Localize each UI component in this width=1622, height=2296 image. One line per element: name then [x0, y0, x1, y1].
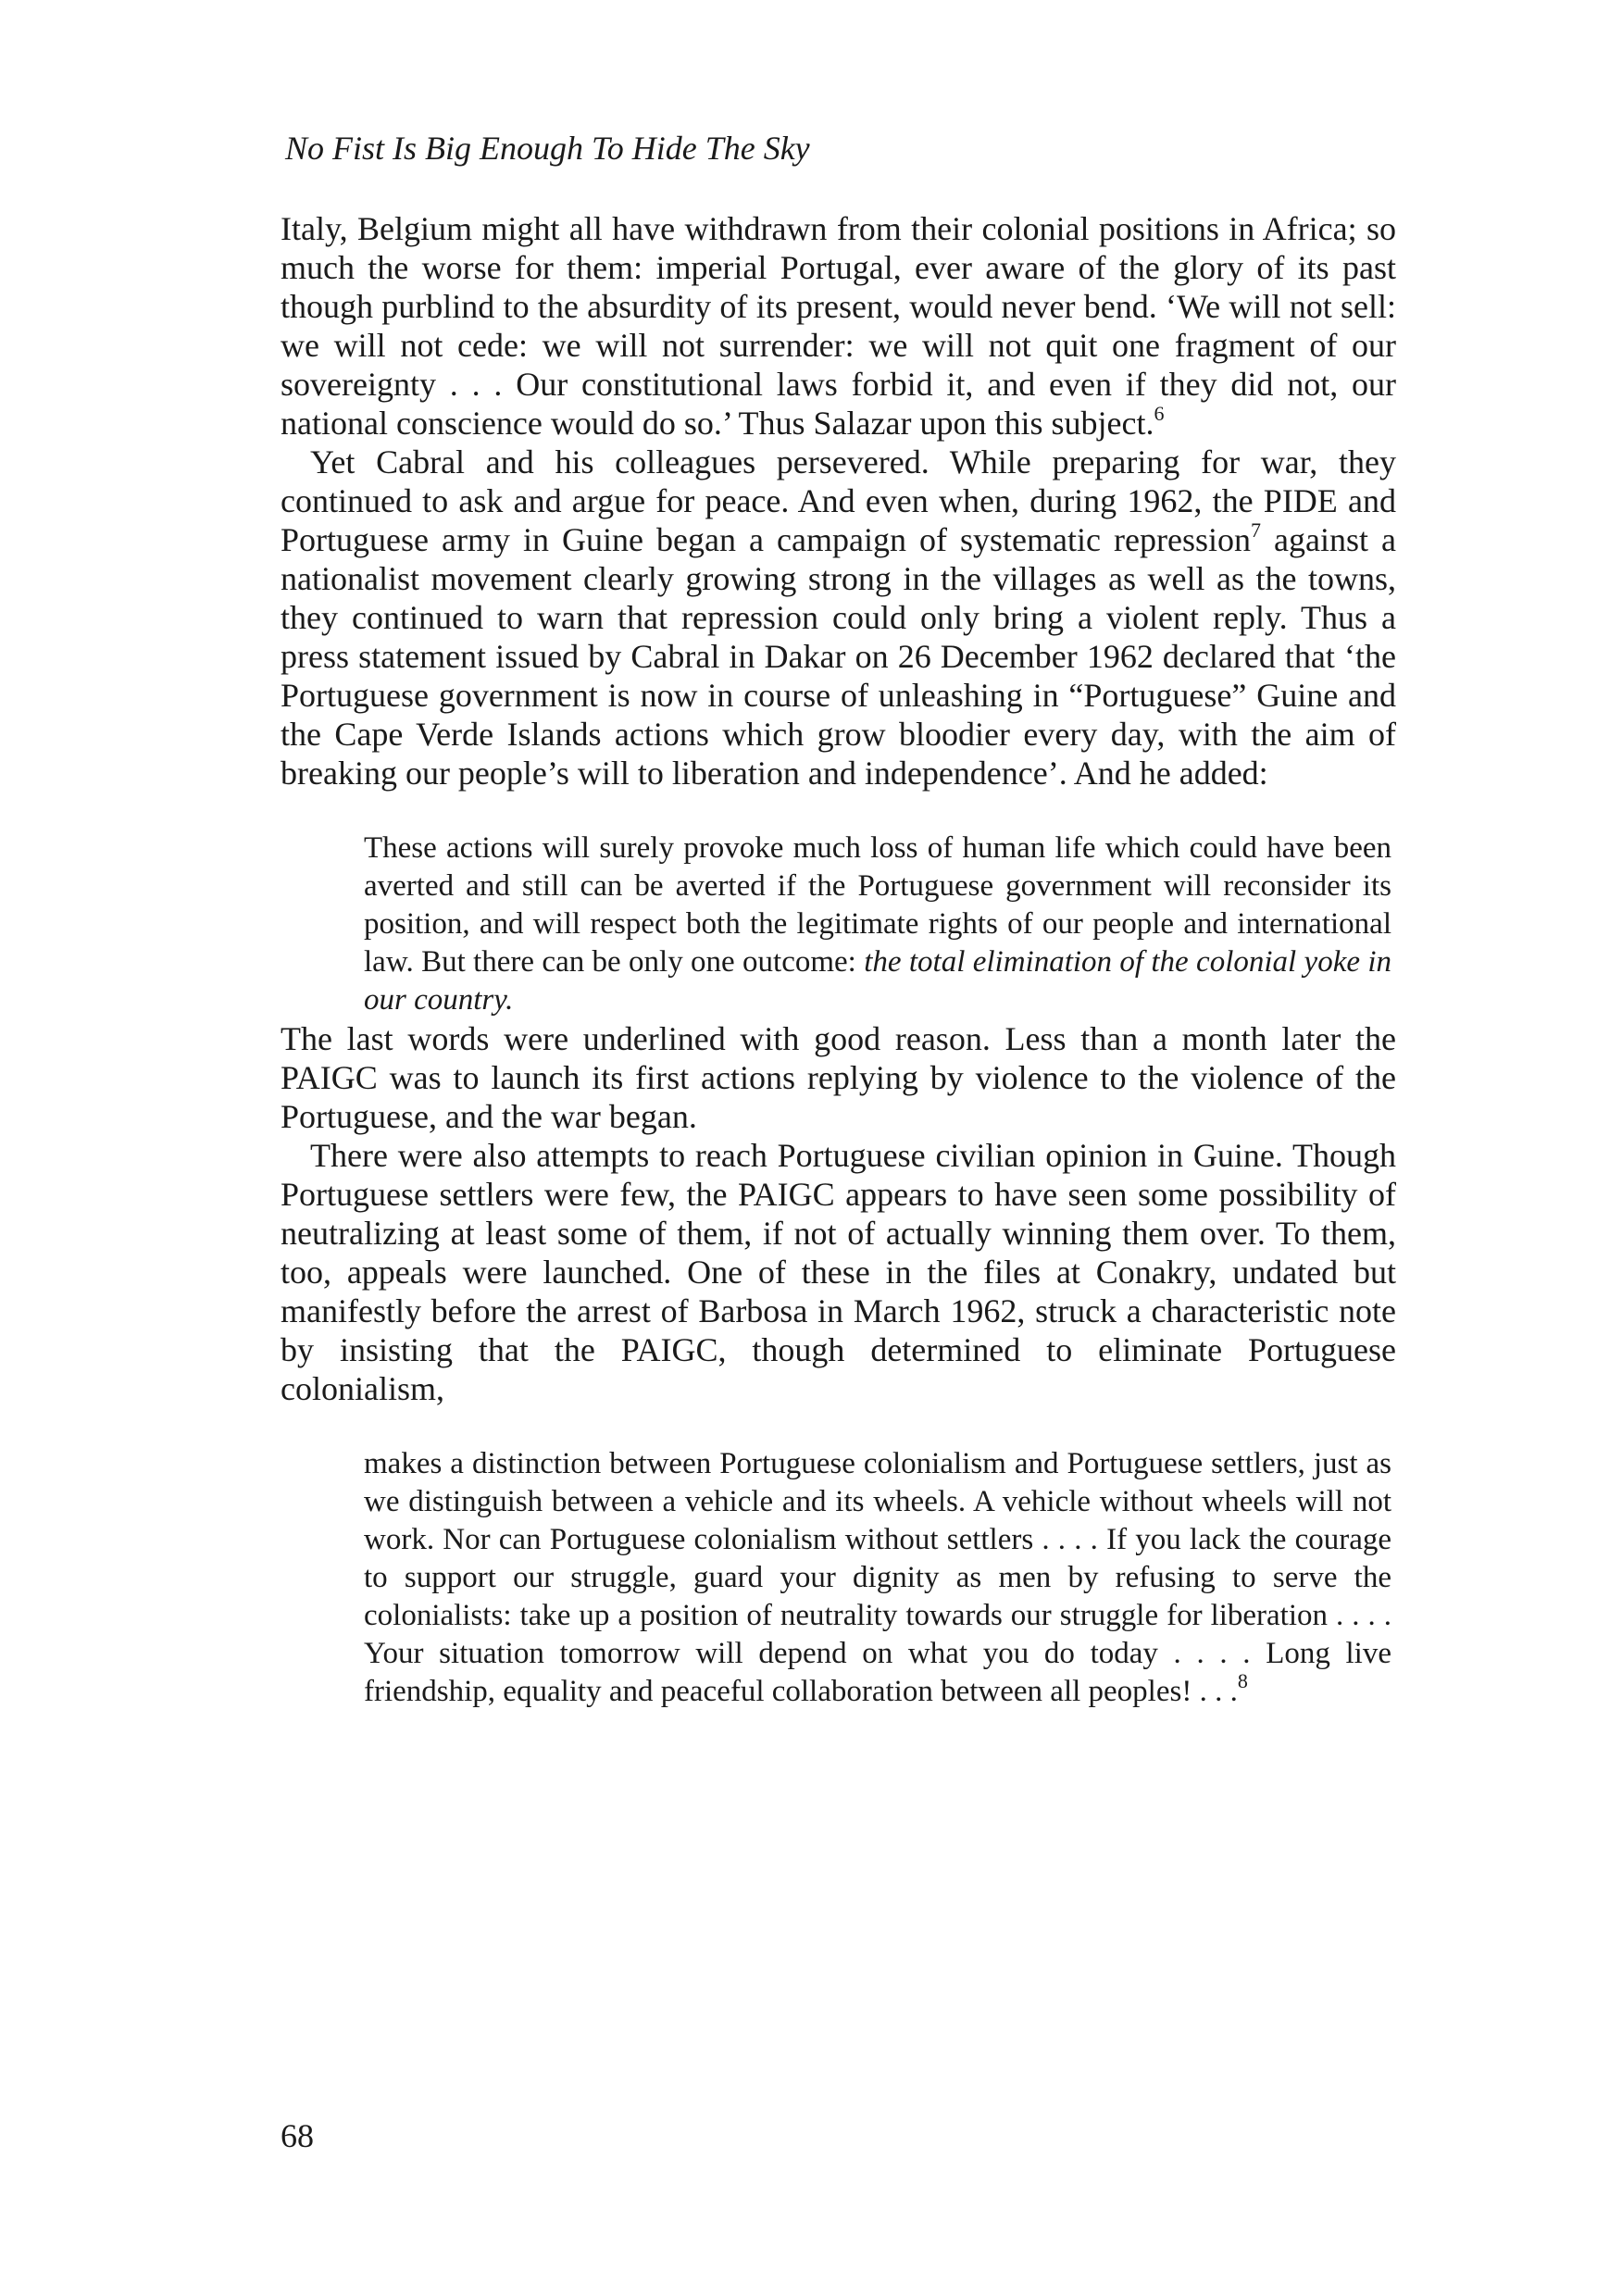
paragraph-salazar	[281, 209, 1396, 443]
footnote-marker: 6	[1154, 402, 1165, 425]
paragraph-war-began	[281, 1019, 1396, 1136]
block-quote-press-statement	[364, 830, 1391, 1019]
footnote-marker: 8	[1237, 1669, 1248, 1692]
paragraph-cabral	[281, 443, 1396, 792]
paragraph-text: Yet Cabral and his colleagues persevered. While preparing for war, they continued to ask and argue for peace. And even when, during 1962, the PIDE and Portuguese army in Guine began a campaign of systematic repression	[281, 443, 1396, 558]
main-text	[281, 209, 1396, 1711]
running-head: No Fist Is Big Enough To Hide The Sky	[285, 130, 810, 167]
quote-emphasis: the total elimination of the colonial yoke in our country.	[364, 945, 1391, 1017]
paragraph-text: There were also attempts to reach Portuguese civilian opinion in Guine. Though Portuguese settlers were few, the PAIGC appears to have seen some possibility of neutralizing at least some of them, if not of actually winning them over. To them, too, appeals were launched. One of these in the files at Conakry, undated but manifestly before the arrest of Barbosa in March 1962, struck a characteristic note by insisting that the PAIGC, though determined to eliminate Portuguese colonialism,	[281, 1137, 1396, 1407]
block-quote-appeal	[364, 1445, 1391, 1711]
paragraph-text: against a nationalist movement clearly growing strong in the villages as well as the towns, they continued to warn that repression could only bring a violent reply. Thus a press statement issued by Cabral in Dakar on 26 December 1962 declared that ‘the Portuguese government is now in course of unleashing in “Portuguese” Guine and the Cape Verde Islands actions which grow bloodier every day, with the aim of breaking our people’s will to liberation and independence’. And he added:	[281, 521, 1396, 792]
quote-text: These actions will surely provoke much loss of human life which could have been averted and still can be averted if the Portuguese government will reconsider its position, and will respect both the legitimate rights of our people and international law. But there can be only one outcome:	[364, 831, 1391, 979]
paragraph-text: The last words were underlined with good reason. Less than a month later the PAIGC was to launch its first actions replying by violence to the violence of the Portuguese, and the war began.	[281, 1020, 1396, 1135]
footnote-marker: 7	[1250, 518, 1261, 542]
page-number: 68	[281, 2117, 314, 2154]
quote-text: makes a distinction between Portuguese colonialism and Portuguese settlers, just as we distinguish between a vehicle and its wheels. A vehicle without wheels will not work. Nor can Portuguese colonialism without settlers . . . . If you lack the courage to support our struggle, guard your dignity as men by refusing to serve the colonialists: take up a position of neutrality towards our struggle for liberation . . . . Your situation tomorrow will depend on what you do today . . . . Long live friendship, equality and peaceful collaboration between all peoples! . . .	[364, 1447, 1391, 1708]
paragraph-text: Italy, Belgium might all have withdrawn from their colonial positions in Africa; so much the worse for them: imperial Portugal, ever aware of the glory of its past though purblind to the absurdity of its present, would never bend. ‘We will not sell: we will not cede: we will not surrender: we will not quit one fragment of our sovereignty . . . Our constitutional laws forbid it, and even if they did not, our national conscience would do so.’ Thus Salazar upon this subject.	[281, 210, 1396, 442]
paragraph-settlers	[281, 1136, 1396, 1408]
